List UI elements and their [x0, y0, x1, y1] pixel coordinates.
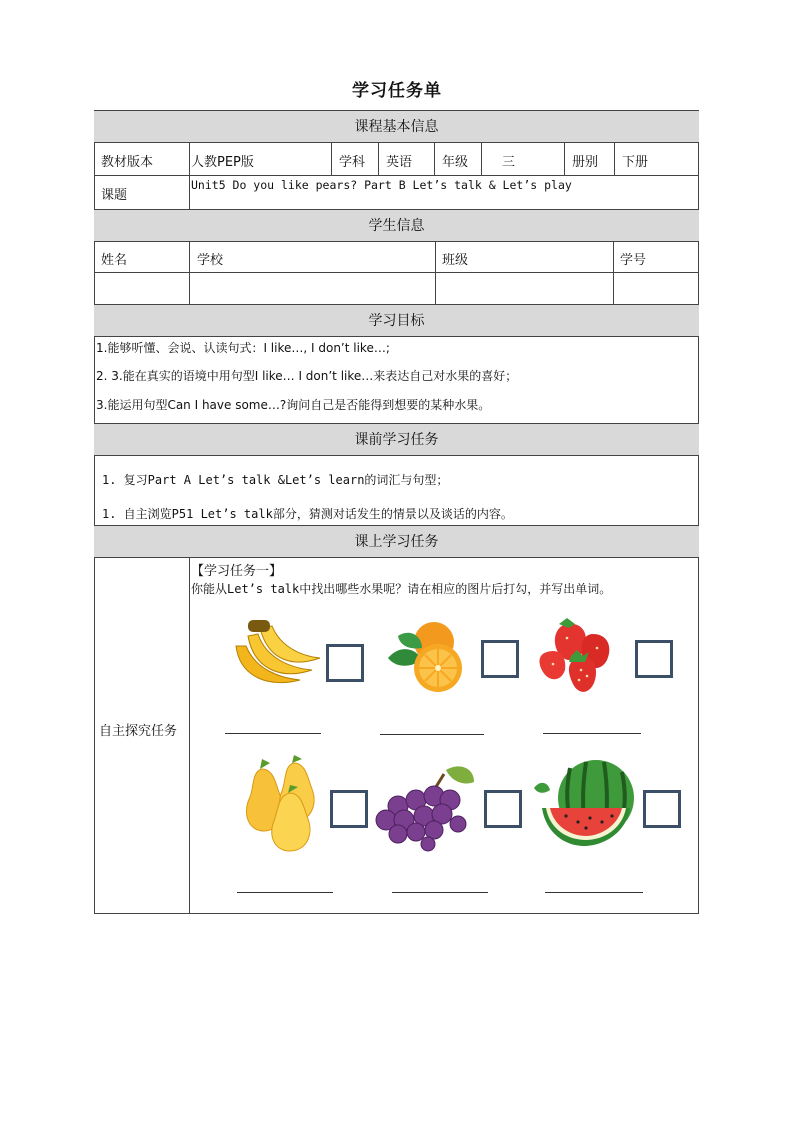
section-class-header: 课上学习任务: [94, 525, 699, 557]
task-instruction: 你能从Let’s talk中找出哪些水果呢？请在相应的图片后打勾，并写出单词。: [191, 582, 612, 596]
class-label: 班级: [442, 253, 469, 268]
grade-value: 三: [502, 155, 516, 170]
topic-value: Unit5 Do you like pears? Part B Let’s talk & Let’s play: [191, 178, 572, 192]
divider: [94, 175, 699, 176]
answer-blank[interactable]: [545, 892, 643, 893]
task-sheet-table: [94, 110, 699, 914]
goal-item: 1.能够听懂、会说、认读句式：I like…, I don’t like…;: [96, 341, 390, 355]
divider: [94, 241, 699, 242]
section-student-header: 学生信息: [94, 209, 699, 241]
subject-value: 英语: [386, 155, 413, 170]
answer-blank[interactable]: [225, 733, 321, 734]
fruit-checkbox[interactable]: [643, 790, 681, 828]
divider: [331, 142, 332, 175]
school-label: 学校: [197, 253, 224, 268]
divider: [94, 336, 699, 337]
pear-icon: [240, 755, 324, 853]
section-course-header: 课程基本信息: [94, 110, 699, 142]
goal-item: 3.能运用句型Can I have some…?询问自己是否能得到想要的某种水果。: [96, 398, 491, 412]
divider: [189, 557, 190, 914]
strawberry-icon: [537, 618, 619, 698]
edition-label: 教材版本: [101, 155, 154, 170]
table-border-bottom: [94, 913, 699, 914]
topic-label: 课题: [101, 188, 128, 203]
goal-item: 2. 3.能在真实的语境中用句型I like… I don’t like…来表达自己对水果的喜好；: [96, 369, 518, 383]
answer-blank[interactable]: [237, 892, 333, 893]
divider: [434, 142, 435, 175]
divider: [564, 142, 565, 175]
page-title: 学习任务单: [352, 81, 442, 101]
divider: [94, 142, 699, 143]
fruit-checkbox[interactable]: [635, 640, 673, 678]
subject-label: 学科: [339, 155, 366, 170]
fruit-checkbox[interactable]: [330, 790, 368, 828]
section-goals-header: 学习目标: [94, 304, 699, 336]
answer-blank[interactable]: [392, 892, 488, 893]
volume-value: 下册: [622, 155, 649, 170]
divider: [378, 142, 379, 175]
fruit-checkbox[interactable]: [481, 640, 519, 678]
edition-value: 人教PEP版: [191, 155, 254, 170]
pre-task-item: 1. 复习Part A Let’s talk &Let’s learn的词汇与句型；: [102, 473, 449, 487]
side-task-label: 自主探究任务: [99, 724, 178, 739]
answer-blank[interactable]: [543, 733, 641, 734]
orange-icon: [384, 618, 470, 694]
divider: [481, 142, 482, 175]
divider: [94, 557, 699, 558]
divider: [614, 142, 615, 175]
fruit-checkbox[interactable]: [484, 790, 522, 828]
banana-icon: [230, 618, 322, 688]
grade-label: 年级: [442, 155, 469, 170]
id-label: 学号: [620, 253, 647, 268]
fruit-checkbox[interactable]: [326, 644, 364, 682]
grape-icon: [374, 760, 478, 852]
answer-blank[interactable]: [380, 734, 484, 735]
divider: [94, 455, 699, 456]
divider: [94, 272, 699, 273]
watermelon-icon: [530, 758, 640, 848]
name-label: 姓名: [101, 253, 128, 268]
pre-task-item: 1. 自主浏览P51 Let’s talk部分，猜测对话发生的情景以及谈话的内容。: [102, 507, 513, 521]
task-title: 【学习任务一】: [191, 564, 283, 579]
volume-label: 册别: [572, 155, 599, 170]
section-pre-header: 课前学习任务: [94, 423, 699, 455]
